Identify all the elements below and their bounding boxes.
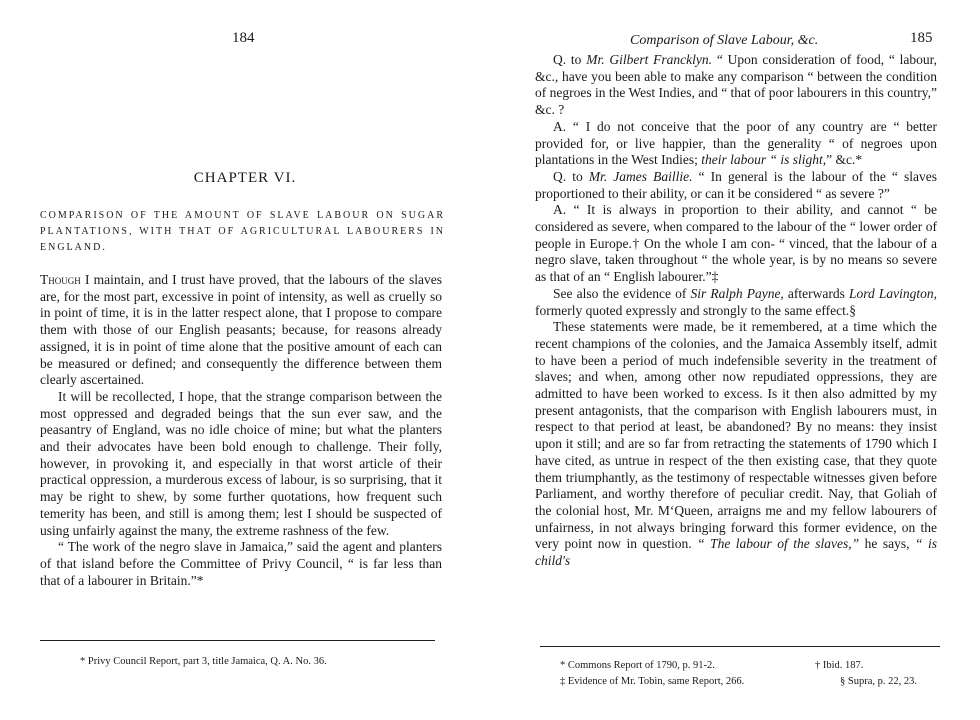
paragraph: It will be recollected, I hope, that the strange comparison between the most oppressed and degraded beings that the sun ever saw, and the peasantry of England, was no idle choice of mine; but what the planters and their advocates have been bold enough to challenge. Their folly, however, in provoking it, and especially in that worst article of their practical oppression, a murderous excess of labour, is so surprising, that it may be right to shew, by some further quotations, how frequent such temerity has been, and still is among them; lest I should be suspected of using unfairly against the many, the extreme rashness of the few. [40, 388, 442, 538]
q-lead: Q. to [553, 52, 587, 67]
question-baillie [535, 169, 937, 202]
left-body-text [40, 272, 442, 589]
footnote-divider [540, 646, 940, 647]
question-francklyn [535, 52, 937, 119]
q-lead: Q. to [553, 168, 589, 184]
footnote-left: * Privy Council Report, part 3, title Jamaica, Q. A. No. 36. [80, 656, 327, 667]
footnote: † Ibid. 187. [815, 660, 864, 671]
para-mid: he says, [859, 536, 915, 552]
see-lead: See also the evidence of [553, 285, 691, 301]
a-text: A. “ I do not conceive that the poor of any country are “ better provided for, or live happier, than the generality “ of negroes upon plantations in the West Indies; [535, 118, 937, 168]
answer-baillie: A. “ It is always in proportion to their ability, and cannot “ be considered as severe, when compared to the labour of the “ lower order of people in Europe.† On the whole I am con- “ vinced, that the labour of a negro slave, taken throughout “ the whole year, is by no means so severe as that of an “ English labourer.”‡ [535, 202, 937, 285]
paragraph-text: I maintain, and I trust have proved, that the labours of the slaves are, for the most part, excessive in point of intensity, as well as cruelly so in point of time, it is in the latter respect alone, that I propose to compare them with those of our English peasants; because, for reasons already assigned, it is in point of time alone that the positive amount of each can be measured or defined; and consequently the difference between them clearly ascertained. [40, 272, 442, 388]
drop-word: Though [40, 272, 81, 287]
person-name: Sir Ralph Payne, [690, 285, 784, 301]
footnote-row [560, 658, 950, 674]
footnote: * Commons Report of 1790, p. 91-2. [560, 660, 715, 671]
footnote-row [560, 674, 950, 690]
footnotes-right [560, 658, 950, 690]
chapter-subtitle: COMPARISON OF THE AMOUNT OF SLAVE LABOUR ON SUGAR PLANTATIONS, WITH THAT OF AGRICULTURAL LABOURERS IN ENGLAND. [40, 210, 445, 253]
a-end: ” &c.* [826, 152, 863, 168]
witness-name: Mr. James Baillie. [588, 168, 693, 184]
para-italic: “ The labour of the slaves,” [697, 536, 860, 552]
main-paragraph [535, 319, 937, 570]
a-italic: their labour “ is slight, [701, 152, 827, 168]
witness-name: Mr. Gilbert Francklyn. [586, 52, 713, 67]
person-name: Lord Lavington, [849, 285, 937, 301]
paragraph [40, 272, 442, 389]
paragraph: “ The work of the negro slave in Jamaica,” said the agent and planters of that island before the Committee of Privy Council, “ is far less than that of a labourer in Britain.”* [40, 539, 442, 588]
right-page [490, 0, 980, 720]
running-head: Comparison of Slave Labour, &c. [630, 33, 819, 48]
page-number-left: 184 [232, 30, 255, 46]
see-mid: afterwards [783, 285, 849, 301]
right-body-text [535, 52, 937, 570]
q-text: “ Upon consideration of food, “ labour, &c., have you been able to make any comparison “ between the condition of negroes in the West Indies, and “ that of poor labourers in this country,” &c. ? [535, 52, 938, 118]
q-text: “ In general is the labour of the “ slaves proportioned to their ability, or can it be considered “ as severe ?” [535, 168, 938, 201]
para-italic: “ is child's [535, 536, 937, 569]
chapter-title: CHAPTER VI. [193, 170, 297, 186]
see-end: formerly quoted expressly and strongly to the same effect.§ [535, 302, 857, 318]
para-text: These statements were made, be it remembered, at a time which the recent champions of the colonies, and the Jamaica Assembly itself, admit to have been a period of much indefensible severity in the treatment of slaves; and when, among other now repudiated oppressions, they are admitted to have been worked to excess. Is it then also admitted by my present antagonists, that the comparison with English labourers must, in respect to that period at least, be abandoned? By no means: they insist upon it still; and are so far from retracting the statements of 1790 which I have cited, as untrue in respect of the then existing case, that they quote them triumphantly, as the testimony of respectable witnesses given before Parliament, and worthy therefore of peculiar credit. Nay, that Goliah of the colonial host, Mr. M‘Queen, arraigns me and my fellow labourers of unfairness, in not always bringing forward this former evidence, on the very point now in question. [535, 319, 937, 552]
page-number-right: 185 [910, 30, 933, 46]
see-also-paragraph [535, 286, 937, 319]
footnote-divider [40, 640, 435, 641]
footnote: ‡ Evidence of Mr. Tobin, same Report, 266. [560, 676, 745, 687]
footnote: § Supra, p. 22, 23. [840, 676, 917, 687]
answer-francklyn [535, 119, 937, 169]
